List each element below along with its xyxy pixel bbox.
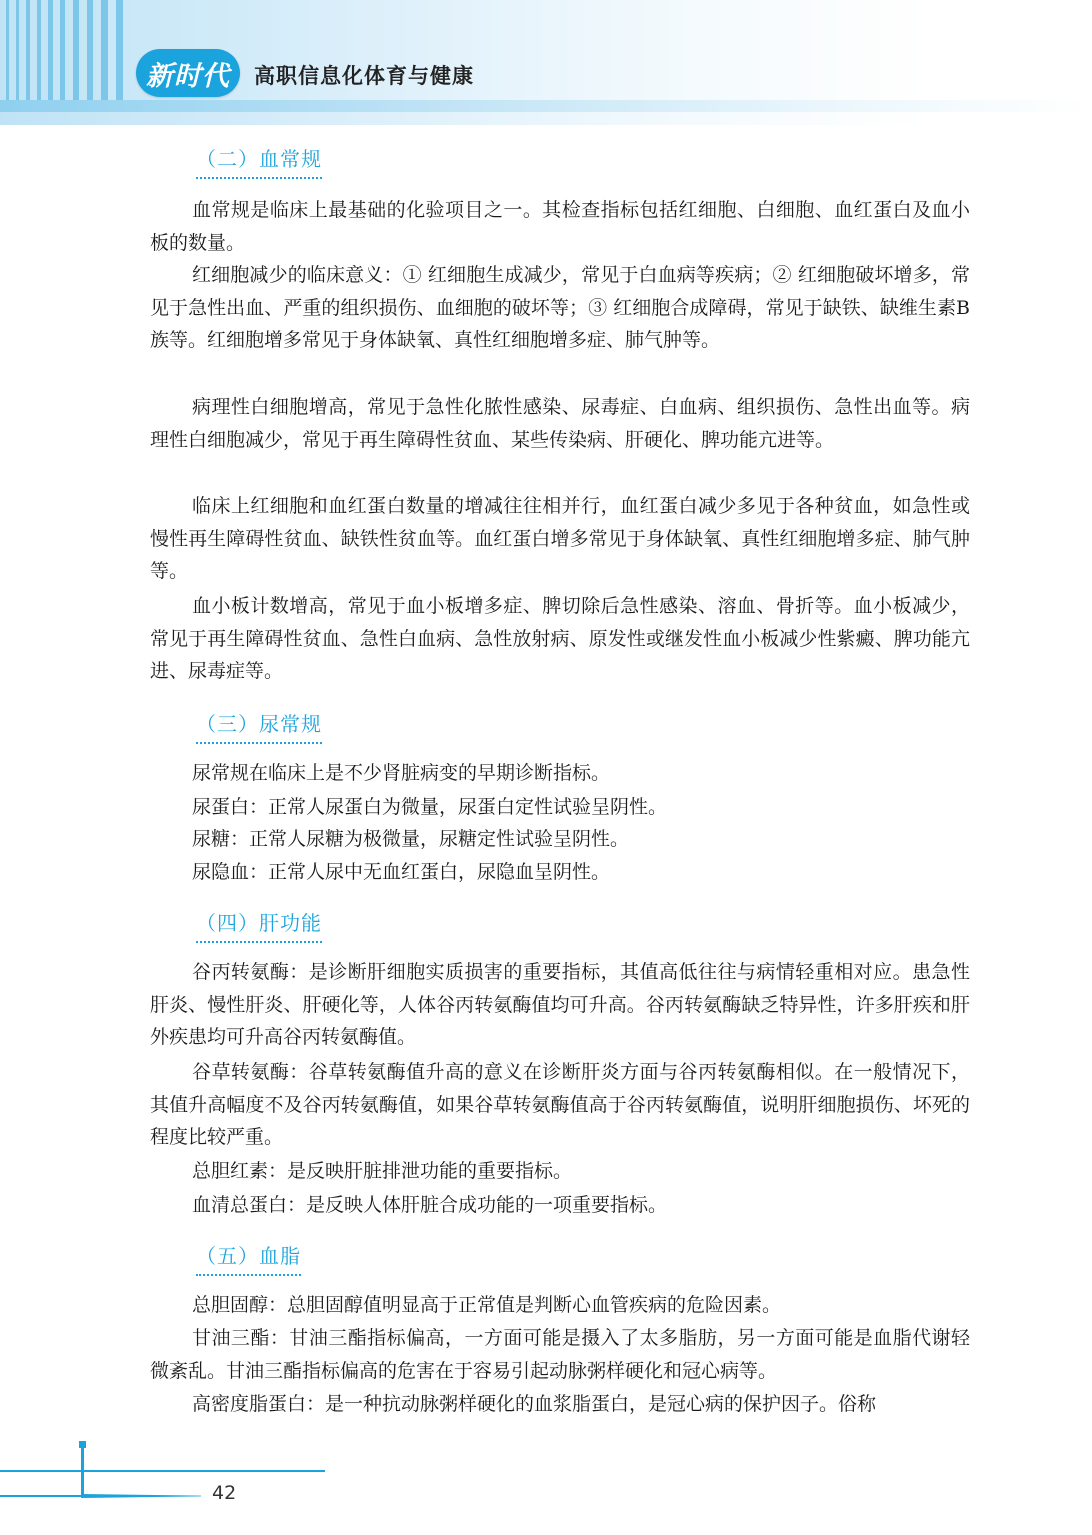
paragraph: 血常规是临床上最基础的化验项目之一。其检查指标包括红细胞、白细胞、血红蛋白及血小板的数量。: [150, 199, 970, 254]
section-heading-liver-function: （四）肝功能: [196, 907, 322, 943]
paragraph: 甘油三酯：甘油三酯指标偏高，一方面可能是摄入了太多脂肪，另一方面可能是血脂代谢轻微紊乱。甘油三酯指标偏高的危害在于容易引起动脉粥样硬化和冠心病等。: [150, 1327, 970, 1382]
header-band: [0, 100, 1092, 112]
section-heading-blood-routine: （二）血常规: [196, 143, 322, 179]
paragraph: 高密度脂蛋白：是一种抗动脉粥样硬化的血浆脂蛋白，是冠心病的保护因子。俗称: [192, 1393, 877, 1415]
paragraph: 血小板计数增高，常见于血小板增多症、脾切除后急性感染、溶血、骨折等。血小板减少，常见于再生障碍性贫血、急性白血病、急性放射病、原发性或继发性血小板减少性紫癜、脾功能亢进、尿毒症等。: [150, 595, 970, 682]
page-header: [0, 0, 1092, 125]
paragraph: 谷丙转氨酶：是诊断肝细胞实质损害的重要指标，其值高低往往与病情轻重相对应。患急性肝炎、慢性肝炎、肝硬化等，人体谷丙转氨酶值均可升高。谷丙转氨酶缺乏特异性，许多肝疾和肝外疾患均可升高谷丙转氨酶值。: [150, 961, 970, 1048]
series-logo: [136, 49, 240, 97]
paragraph: 临床上红细胞和血红蛋白数量的增减往往相并行，血红蛋白减少多见于各种贫血，如急性或慢性再生障碍性贫血、缺铁性贫血等。血红蛋白增多常见于身体缺氧、真性红细胞增多症、肺气肿等。: [150, 495, 970, 582]
paragraph: 尿常规在临床上是不少肾脏病变的早期诊断指标。: [192, 762, 611, 784]
paragraph: 血清总蛋白：是反映人体肝脏合成功能的一项重要指标。: [192, 1194, 668, 1216]
page-number: 42: [212, 1482, 237, 1504]
paragraph: 总胆红素：是反映肝脏排泄功能的重要指标。: [192, 1160, 573, 1182]
footer-rule: [0, 1470, 325, 1472]
header-stripes-decoration: [0, 0, 130, 100]
section-heading-blood-lipids: （五）血脂: [196, 1240, 301, 1276]
book-title: 高职信息化体育与健康: [254, 64, 474, 88]
paragraph: 总胆固醇：总胆固醇值明显高于正常值是判断心血管疾病的危险因素。: [192, 1294, 782, 1316]
footer-vertical-rule: [81, 1447, 84, 1495]
paragraph: 谷草转氨酶：谷草转氨酶值升高的意义在诊断肝炎方面与谷丙转氨酶相似。在一般情况下，其值升高幅度不及谷丙转氨酶值，如果谷草转氨酶值高于谷丙转氨酶值，说明肝细胞损伤、坏死的程度比较严重。: [150, 1061, 970, 1148]
paragraph: 尿隐血：正常人尿中无血红蛋白，尿隐血呈阴性。: [192, 861, 611, 883]
paragraph: 尿蛋白：正常人尿蛋白为微量，尿蛋白定性试验呈阴性。: [192, 796, 668, 818]
footer-dot-decoration: [79, 1441, 86, 1448]
footer-rule-short: [0, 1495, 88, 1497]
section-heading-urine-routine: （三）尿常规: [196, 708, 322, 744]
paragraph: 尿糖：正常人尿糖为极微量，尿糖定性试验呈阴性。: [192, 828, 630, 850]
logo-text: 新时代: [146, 60, 230, 92]
paragraph: 病理性白细胞增高，常见于急性化脓性感染、尿毒症、白血病、组织损伤、急性出血等。病理性白细胞减少，常见于再生障碍性贫血、某些传染病、肝硬化、脾功能亢进等。: [150, 396, 970, 451]
footer-arrow-decoration: [81, 1494, 201, 1498]
paragraph: 红细胞减少的临床意义：① 红细胞生成减少，常见于白血病等疾病；② 红细胞破坏增多，常见于急性出血、严重的组织损伤、血细胞的破坏等；③ 红细胞合成障碍，常见于缺铁、缺维生素B族等。红细胞增多常见于身体缺氧、真性红细胞增多症、肺气肿等。: [150, 264, 970, 351]
